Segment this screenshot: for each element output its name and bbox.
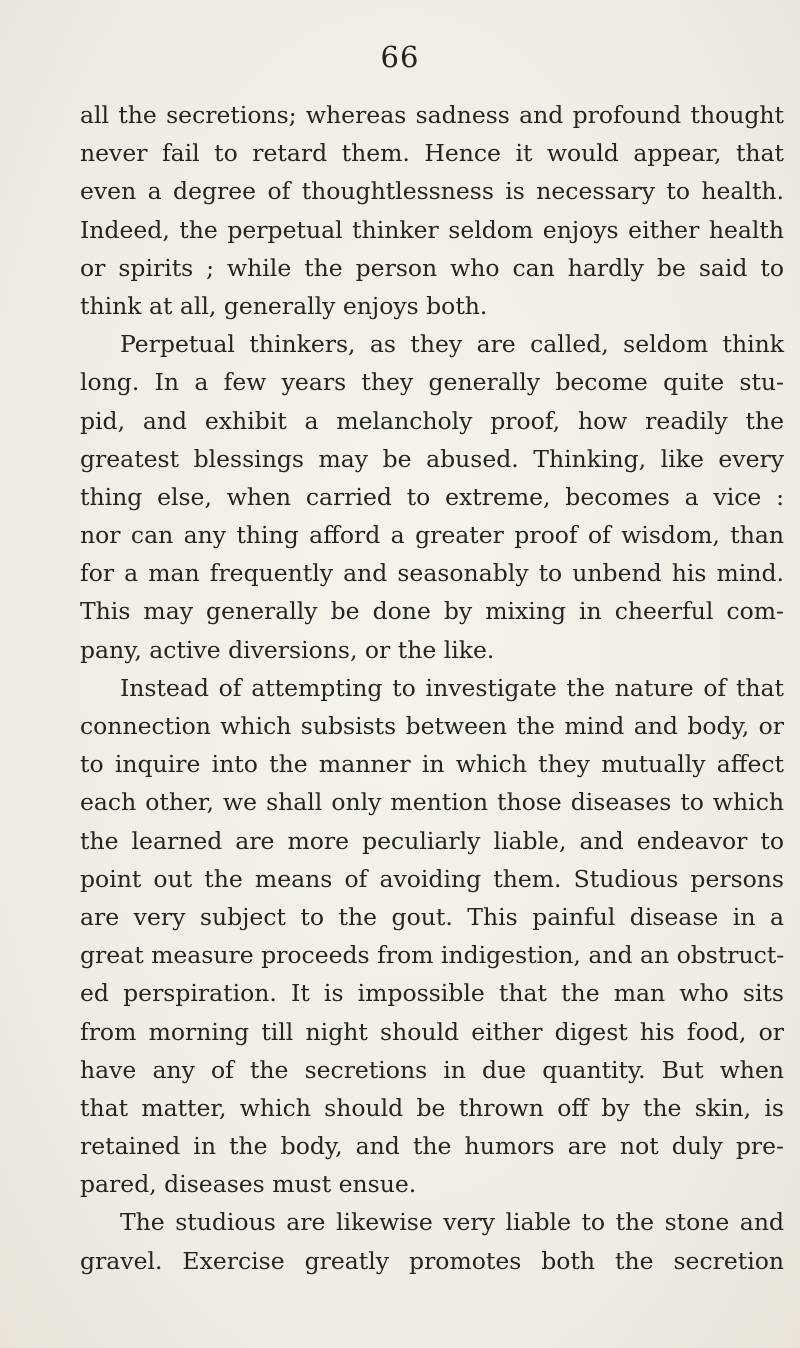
text-line: pared, diseases must ensue. [80,1170,417,1199]
text-line: thing else, when carried to extreme, becomes a vice : [80,482,784,511]
text-line: that matter, which should be thrown off by the skin, is [80,1093,784,1122]
text-line: each other, we shall only mention those diseases to which [80,788,784,817]
text-line: Perpetual thinkers, as they are called, seldom think [120,330,784,359]
text-line: nor can any thing afford a greater proof of wisdom, than [80,521,784,550]
text-line: from morning till night should either digest his food, or [80,1017,784,1046]
text-line: greatest blessings may be abused. Thinking, like every [80,444,784,473]
text-line: the learned are more peculiarly liable, and endeavor to [80,826,784,855]
text-line: Indeed, the perpetual thinker seldom enjoys either health [80,215,784,244]
page-number: 66 [380,40,420,74]
text-line: all the secretions; whereas sadness and profound thought [80,101,784,129]
text-line: Instead of attempting to investigate the nature of that [120,673,784,702]
text-line: ed perspiration. It is impossible that the man who sits [80,979,784,1008]
text-line: great measure proceeds from indigestion, and an obstruct- [80,941,785,970]
text-line: or spirits ; while the person who can hardly be said to [80,253,784,282]
text-line: retained in the body, and the humors are not duly pre- [80,1132,784,1161]
text-line: never fail to retard them. Hence it would appear, that [80,139,784,168]
text-line: for a man frequently and seasonably to unbend his mind. [80,559,784,588]
text-line: gravel. Exercise greatly promotes both the secretion [80,1246,784,1275]
text-line: even a degree of thoughtlessness is necessary to health. [80,177,784,206]
text-line: to inquire into the manner in which they mutually affect [80,750,784,779]
text-line: pid, and exhibit a melancholy proof, how readily the [80,406,784,435]
text-line: The studious are likewise very liable to the stone and [120,1208,784,1237]
text-line: are very subject to the gout. This painful disease in a [80,902,784,931]
text-line: long. In a few years they generally become quite stu- [80,368,784,397]
text-line: This may generally be done by mixing in cheerful com- [80,597,784,626]
text-line: point out the means of avoiding them. Studious persons [80,864,784,893]
text-line: connection which subsists between the mind and body, or [80,712,784,740]
body-text [80,96,784,1280]
text-line: pany, active diversions, or the like. [80,635,495,664]
text-line: have any of the secretions in due quantity. But when [80,1055,784,1084]
text-line: think at all, generally enjoys both. [80,291,488,320]
